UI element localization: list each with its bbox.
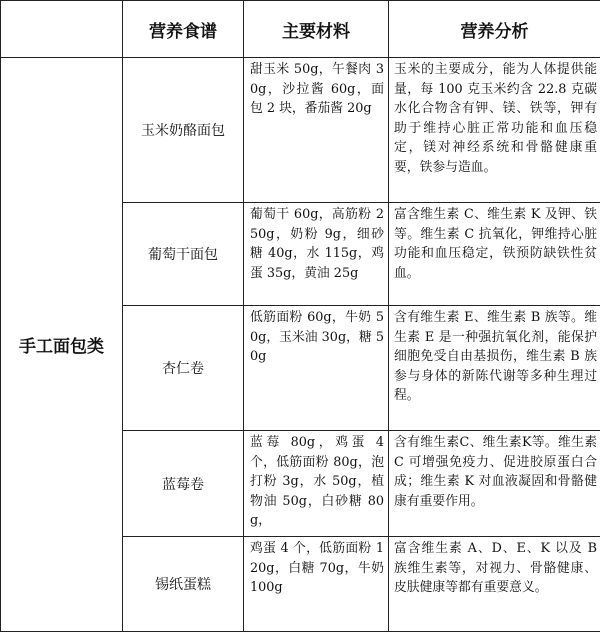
header-row	[1, 1, 600, 58]
materials-cell: 低筋面粉 60g，牛奶 50g，玉米油 30g，糖 50g	[244, 306, 389, 431]
recipe-name: 蓝莓卷	[123, 431, 244, 537]
analysis-cell: 含有维生素 E、维生素 B 族等。维生素 E 是一种强抗氧化剂，能保护细胞免受自由基损伤，维生素 B 族参与身体的新陈代谢等多种生理过程。	[389, 306, 600, 431]
table-row	[1, 58, 600, 203]
recipe-name: 葡萄干面包	[123, 203, 244, 306]
category-cell: 手工面包类	[1, 58, 123, 632]
analysis-cell: 富含维生素 C、维生素 K 及钾、铁等。维生素 C 抗氧化，钾维持心脏功能和血压稳定，铁预防缺铁性贫血。	[389, 203, 600, 306]
materials-cell: 蓝莓 80g，鸡蛋 4 个，低筋面粉 80g，泡打粉 3g，水 50g，植物油 50g，白砂糖 80g，	[244, 431, 389, 537]
analysis-cell: 含有维生素C、维生素K等。维生素 C 可增强免疫力、促进胶原蛋白合成；维生素 K 对血液凝固和骨骼健康有重要作用。	[389, 431, 600, 537]
analysis-cell: 玉米的主要成分，能为人体提供能量，每 100 克玉米约含 22.8 克碳水化合物含有钾、镁、铁等，钾有助于维持心脏正常功能和血压稳定，镁对神经系统和骨骼健康重要，铁参与造血。	[389, 58, 600, 203]
materials-cell: 葡萄干 60g，高筋粉 250g，奶粉 9g，细砂糖 40g，水 115g，鸡蛋 35g，黄油 25g	[244, 203, 389, 306]
materials-cell: 鸡蛋 4 个，低筋面粉 120g，白糖 70g，牛奶 100g	[244, 537, 389, 632]
recipe-name: 锡纸蛋糕	[123, 537, 244, 632]
header-recipe: 营养食谱	[123, 1, 244, 58]
materials-cell: 甜玉米 50g，午餐肉 30g，沙拉酱 60g，面包 2 块，番茄酱 20g	[244, 58, 389, 203]
analysis-cell: 富含维生素 A、D、E、K 以及 B 族维生素等，对视力、骨骼健康、皮肤健康等都有重要意义。	[389, 537, 600, 632]
header-blank	[1, 1, 123, 58]
recipe-name: 杏仁卷	[123, 306, 244, 431]
recipe-name: 玉米奶酪面包	[123, 58, 244, 203]
header-materials: 主要材料	[244, 1, 389, 58]
header-analysis: 营养分析	[389, 1, 600, 58]
